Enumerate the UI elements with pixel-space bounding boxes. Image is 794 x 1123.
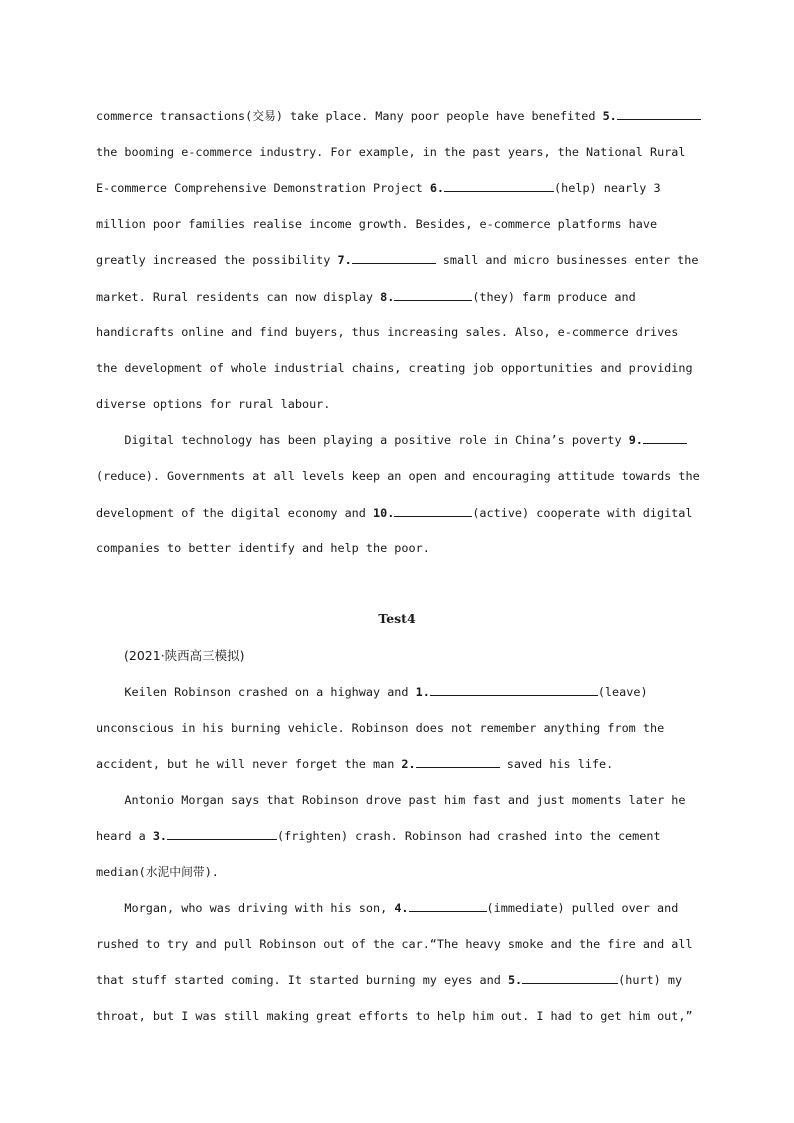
text-line: diverse options for rural labour.	[96, 397, 331, 411]
text-line: (reduce). Governments at all levels keep an open and encouraging attitude towards the	[96, 469, 700, 483]
answer-blank-5[interactable]	[617, 108, 701, 120]
blank-number-1: 1.	[415, 685, 430, 699]
text-line: the development of whole industrial chains, creating job opportunities and providing	[96, 361, 693, 375]
blank-number-8: 8.	[380, 290, 395, 304]
answer-blank-10[interactable]	[394, 505, 472, 517]
blank-number-5: 5.	[507, 973, 523, 987]
text-line: Keilen Robinson crashed on a highway and 1. (leave)	[96, 685, 648, 699]
text-line: Antonio Morgan says that Robinson drove past him fast and just moments later he	[96, 793, 686, 807]
text-line: E-commerce Comprehensive Demonstration Project 6. (help) nearly 3	[96, 181, 661, 195]
text-line: Digital technology has been playing a positive role in China’s poverty 9.	[96, 432, 687, 448]
blank-number-6: 6.	[429, 181, 445, 195]
text-line: Morgan, who was driving with his son, 4. (immediate) pulled over and	[96, 901, 679, 915]
answer-blank-6[interactable]	[444, 180, 554, 192]
blank-number-7: 7.	[337, 253, 352, 267]
text-line: commerce transactions(交易) take place. Many poor people have benefited 5.	[96, 108, 701, 124]
text-line: million poor families realise income growth. Besides, e-commerce platforms have	[96, 217, 658, 231]
text-line: unconscious in his burning vehicle. Robinson does not remember anything from the	[96, 721, 665, 735]
answer-blank-7[interactable]	[352, 252, 436, 264]
text-line: heard a 3. (frighten) crash. Robinson had crashed into the cement	[96, 829, 661, 843]
blank-number-3: 3.	[152, 829, 168, 843]
text-line: greatly increased the possibility 7. small and micro businesses enter the	[96, 253, 699, 267]
blank-number-10: 10.	[373, 506, 395, 520]
text-line: companies to better identify and help the poor.	[96, 541, 430, 555]
text-line: accident, but he will never forget the man 2. saved his life.	[96, 757, 614, 771]
answer-blank-1[interactable]	[430, 684, 598, 696]
section-title: Test4	[378, 611, 416, 626]
text-line: that stuff started coming. It started burning my eyes and 5. (hurt) my	[96, 973, 683, 987]
answer-blank-9[interactable]	[643, 432, 687, 444]
answer-blank-8[interactable]	[394, 289, 472, 301]
answer-blank-2[interactable]	[416, 756, 500, 768]
answer-blank-4[interactable]	[409, 900, 487, 912]
text-line: rushed to try and pull Robinson out of the car.“The heavy smoke and the fire and all	[96, 937, 693, 951]
blank-number-9: 9.	[628, 433, 643, 447]
text-line: handicrafts online and find buyers, thus increasing sales. Also, e-commerce drives	[96, 325, 679, 339]
text-line: median(水泥中间带).	[96, 865, 219, 879]
text-line: the booming e-commerce industry. For example, in the past years, the National Rural	[96, 145, 686, 159]
blank-number-2: 2.	[401, 757, 416, 771]
text-line: throat, but I was still making great efforts to help him out. I had to get him out,”	[96, 1009, 693, 1023]
text-line: development of the digital economy and 10. (active) cooperate with digital	[96, 506, 693, 520]
answer-blank-5[interactable]	[522, 972, 618, 984]
blank-number-5: 5.	[602, 109, 617, 123]
answer-blank-3[interactable]	[167, 828, 277, 840]
blank-number-4: 4.	[394, 901, 409, 915]
text-line: market. Rural residents can now display 8. (they) farm produce and	[96, 290, 636, 304]
source-note: (2021·陕西高三模拟)	[124, 648, 245, 663]
